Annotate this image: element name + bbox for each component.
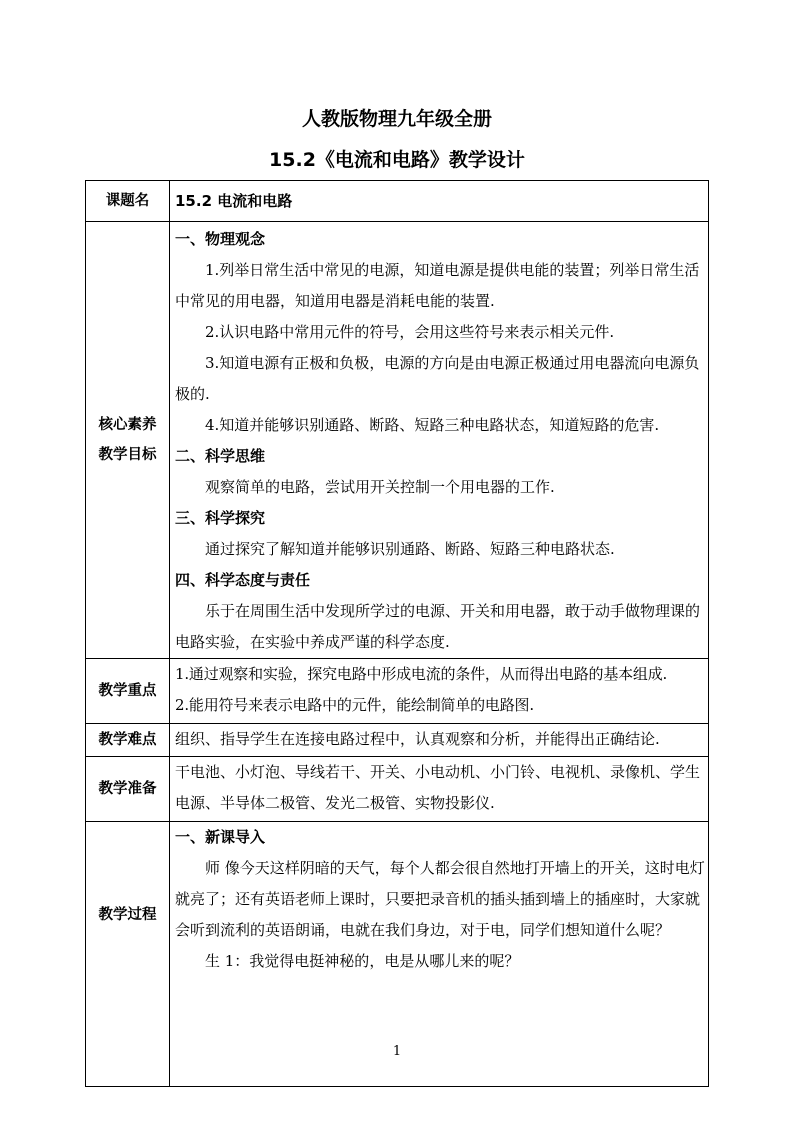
key-points-label: 教学重点 xyxy=(86,659,170,724)
goals-heading-3: 三、科学探究 xyxy=(175,509,266,527)
table-row-topic xyxy=(86,181,709,222)
goals-label-line1: 核心素养 xyxy=(98,417,157,433)
goals-heading-2: 二、科学思维 xyxy=(175,447,266,465)
goals-paragraph-2: 2.认识电路中常用元件的符号，会用这些符号来表示相关元件. xyxy=(205,323,615,341)
topic-value: 15.2 电流和电路 xyxy=(170,181,709,222)
process-paragraph-2: 生 1：我觉得电挺神秘的，电是从哪儿来的呢？ xyxy=(205,952,520,970)
page-number: 1 xyxy=(392,1044,402,1059)
topic-label: 课题名 xyxy=(86,181,170,222)
goals-paragraph-4: 4.知道并能够识别通路、断路、短路三种电路状态，知道短路的危害. xyxy=(205,416,660,434)
goals-paragraph-6: 通过探究了解知道并能够识别通路、断路、短路三种电路状态. xyxy=(205,540,615,558)
table-row-key-points xyxy=(86,659,709,724)
key-points-paragraph-1: 1.通过观察和实验，探究电路中形成电流的条件，从而得出电路的基本组成. xyxy=(175,665,668,683)
goals-paragraph-3: 3.知道电源有正极和负极，电源的方向是由电源正极通过用电器流向电源负极的. xyxy=(175,354,700,403)
lesson-plan-table xyxy=(85,180,709,1087)
document-title: 人教版物理九年级全册 xyxy=(301,108,492,130)
key-points-content xyxy=(170,659,709,724)
process-paragraph-1: 师 像今天这样阴暗的天气，每个人都会很自然地打开墙上的开关，这时电灯就亮了；还有英语老师上课时，只要把录音机的插头插到墙上的插座时，大家就会听到流利的英语朗诵，电就在我们身边，对于电，同学们想知道什么呢？ xyxy=(175,859,705,939)
goals-label-line2: 教学目标 xyxy=(98,447,157,463)
goals-heading-4: 四、科学态度与责任 xyxy=(175,571,311,589)
table-row-preparation xyxy=(86,757,709,822)
table-row-difficulty xyxy=(86,724,709,757)
preparation-label: 教学准备 xyxy=(86,757,170,822)
difficulty-content: 组织、指导学生在连接电路过程中，认真观察和分析，并能得出正确结论. xyxy=(170,724,709,757)
preparation-content: 干电池、小灯泡、导线若干、开关、小电动机、小门铃、电视机、录像机、学生电源、半导体二极管、发光二极管、实物投影仪. xyxy=(170,757,709,822)
document-subtitle: 15.2《电流和电路》教学设计 xyxy=(269,149,525,171)
goals-paragraph-1: 1.列举日常生活中常见的电源，知道电源是提供电能的装置；列举日常生活中常见的用电器，知道用电器是消耗电能的装置. xyxy=(175,261,700,310)
goals-content xyxy=(170,222,709,659)
process-heading-1: 一、新课导入 xyxy=(175,828,266,846)
process-label: 教学过程 xyxy=(86,822,170,1087)
goals-paragraph-5: 观察简单的电路，尝试用开关控制一个用电器的工作. xyxy=(205,478,555,496)
key-points-paragraph-2: 2.能用符号来表示电路中的元件，能绘制简单的电路图. xyxy=(175,696,534,714)
table-row-goals xyxy=(86,222,709,659)
goals-paragraph-7: 乐于在周围生活中发现所学过的电源、开关和用电器，敢于动手做物理课的电路实验，在实验中养成严谨的科学态度. xyxy=(175,602,701,651)
difficulty-label: 教学难点 xyxy=(86,724,170,757)
goals-label xyxy=(86,222,170,659)
goals-heading-1: 一、物理观念 xyxy=(175,230,266,248)
